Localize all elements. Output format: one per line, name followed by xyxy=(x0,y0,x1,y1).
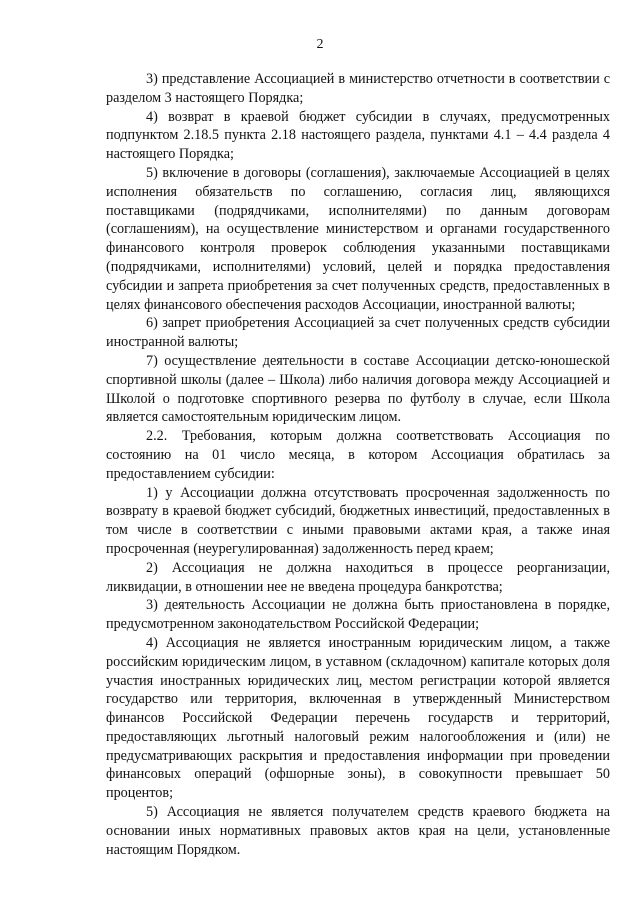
paragraph-item-7: 7) осуществление деятельности в составе Ассоциации детско-юношеской спортивной школы (далее – Школа) либо наличия договора между Ассоциацией и Школой о подготовке спортивного резерва по футболу в случае, если Школа является самостоятельным юридическим лицом. xyxy=(106,352,610,426)
paragraph-item-5: 5) включение в договоры (соглашения), заключаемые Ассоциацией в целях исполнения обязательств по соглашению, согласия лиц, являющихся поставщиками (подрядчиками, исполнителями) по данным договорам (соглашениям), на осуществление министерством и органами государственного финансового контроля проверок соблюдения указанными поставщиками (подрядчиками, исполнителями) условий, целей и порядка предоставления субсидии и запрета приобретения за счет полученных средств, предоставленных в целях финансового обеспечения расходов Ассоциации, иностранной валюты; xyxy=(106,164,610,313)
requirement-item-1: 1) у Ассоциации должна отсутствовать просроченная задолженность по возврату в краевой бюджет субсидий, бюджетных инвестиций, предоставленных в том числе в соответствии с иными правовыми актами края, а также иная просроченная (неурегулированная) задолженность перед краем; xyxy=(106,484,610,557)
requirement-item-3: 3) деятельность Ассоциации не должна быть приостановлена в порядке, предусмотренном законодательством Российской Федерации; xyxy=(106,597,610,633)
paragraph-item-4: 4) возврат в краевой бюджет субсидии в случаях, предусмотренных подпунктом 2.18.5 пункта 2.18 настоящего раздела, пунктами 4.1 – 4.4 раздела 4 настоящего Порядка; xyxy=(106,108,610,163)
page-number: 2 xyxy=(316,37,324,52)
document-body xyxy=(106,70,610,859)
requirement-item-2: 2) Ассоциация не должна находиться в процессе реорганизации, ликвидации, в отношении нее не введена процедура банкротства; xyxy=(106,559,610,595)
paragraph-item-3: 3) представление Ассоциацией в министерство отчетности в соответствии с разделом 3 настоящего Порядка; xyxy=(106,71,610,106)
paragraph-section-2-2: 2.2. Требования, которым должна соответствовать Ассоциация по состоянию на 01 число месяца, в котором Ассоциация обратилась за предоставлением субсидии: xyxy=(106,428,610,482)
requirement-item-5: 5) Ассоциация не является получателем средств краевого бюджета на основании иных нормативных правовых актов края на цели, установленные настоящим Порядком. xyxy=(106,804,610,858)
requirement-item-4: 4) Ассоциация не является иностранным юридическим лицом, а также российским юридическим лицом, в уставном (складочном) капитале которых доля участия иностранных юридических лиц, местом регистрации которой является государство или территория, включенная в утвержденный Министерством финансов Российской Федерации перечень государств и территорий, предоставляющих льготный налоговый режим налогообложения и (или) не предусматривающих раскрытия и предоставления информации при проведении финансовых операций (офшорные зоны), в совокупности превышает 50 процентов; xyxy=(106,634,610,802)
paragraph-item-6: 6) запрет приобретения Ассоциацией за счет полученных средств субсидии иностранной валюты; xyxy=(106,315,610,351)
